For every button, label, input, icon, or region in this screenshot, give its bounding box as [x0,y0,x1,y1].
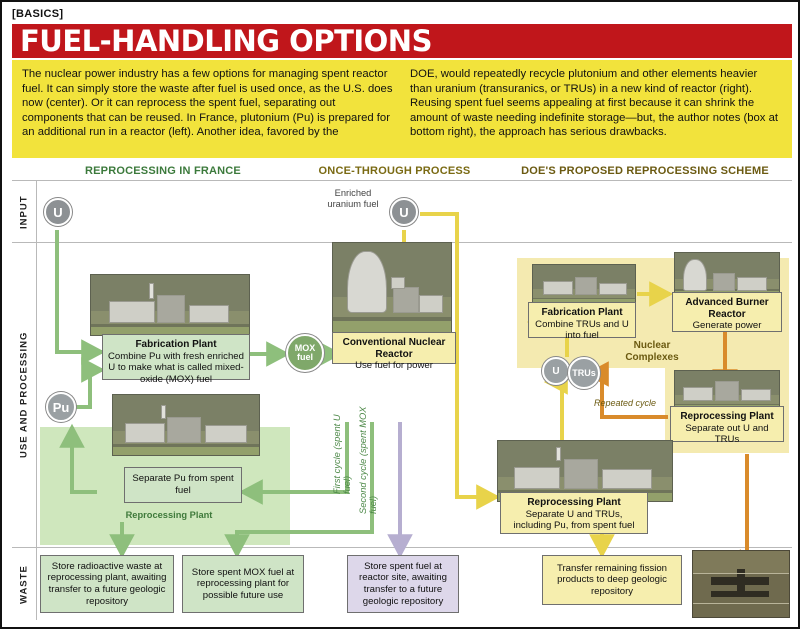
box-advanced-burner-reactor [672,292,782,332]
box-body: Separate out U and TRUs [685,422,769,446]
box-conventional-reactor [332,332,456,372]
box-body: Combine Pu with fresh enriched U to make what is called mixed-oxide (MOX) fuel [108,350,244,385]
box-title: Conventional Nuclear Reactor [342,337,446,360]
box-title: Advanced Burner Reactor [685,297,769,320]
box-body: Separate U and TRUs, including Pu, from spent fuel [513,508,635,532]
box-title: Reprocessing Plant [527,497,621,508]
plant-graphic-fabrication-france [90,274,250,336]
node-circle-mox-fuel [286,334,324,372]
divider-top [12,180,792,181]
box-waste-france-reprocessing [40,555,174,613]
box-separate-pu [124,467,242,503]
node-circle-trus: TRUs [568,357,600,389]
plant-graphic-conventional-reactor [332,242,452,334]
label-nuclear-complexes: Nuclear Complexes [625,340,679,363]
box-body: Store radioactive waste at reprocessing plant, awaiting transfer to a future geologic repository [47,560,167,607]
node-circle-uranium-doe: U [542,357,570,385]
page-title: FUEL-HANDLING OPTIONS [20,24,432,58]
column-header-once-through: ONCE-THROUGH PROCESS [318,165,471,177]
divider-use-waste [12,547,792,548]
mox-label: MOX fuel [294,343,316,362]
rail-divider [36,180,37,620]
box-reprocessing-plant-doe-bottom [500,492,648,534]
box-waste-once-through [347,555,459,613]
box-body: Use fuel for power [355,360,433,372]
box-waste-france-mox [182,555,304,613]
intro-paragraph-left: The nuclear power industry has a few options for managing spent reactor fuel. It can simply store the waste after fuel is used once, as the U.S. does now (center). Or it can reprocess the spent fuel, separating out components that can be reused. In France, plutonium (Pu) is prepared for an additional run in a reactor (left). Another idea, favored by the [22,68,393,139]
input-circle-uranium-france: U [44,198,72,226]
plant-graphic-reprocessing-france [112,394,260,456]
box-body: Transfer remaining fission products to deep geologic repository [556,562,667,597]
kicker-label: [BASICS] [12,8,64,20]
box-body: Combine TRUs and U into fuel [535,318,629,342]
box-reprocessing-plant-doe-top [670,406,784,446]
label-enriched-uranium-fuel: Enriched uranium fuel [327,188,379,209]
box-title: Fabrication Plant [135,339,217,350]
box-title: Fabrication Plant [541,307,623,318]
label-second-cycle: Second cycle (spent MOX fuel) [358,406,378,514]
node-circle-plutonium: Pu [46,392,76,422]
intro-block [12,60,792,158]
box-body: Store spent fuel at reactor site, awaiting transfer to a future geologic repository [359,560,447,607]
plant-graphic-fabrication-doe [532,264,636,306]
rail-input: INPUT [18,195,30,229]
box-body: Store spent MOX fuel at reprocessing plant for possible future use [191,566,295,601]
box-title: Reprocessing Plant [680,411,774,422]
box-fabrication-plant-doe [528,302,636,342]
rail-waste: WASTE [18,565,30,605]
column-header-doe: DOE'S PROPOSED REPROCESSING SCHEME [521,165,769,177]
label-repeated-cycle: Repeated cycle [594,398,657,408]
box-body: Separate Pu from spent fuel [132,473,234,496]
box-body: Generate power [692,320,762,332]
box-fabrication-plant-france [102,334,250,385]
graphic-geologic-repository [692,550,790,618]
label-reprocessing-plant-france: Reprocessing Plant [125,510,213,520]
rail-use-processing: USE AND PROCESSING [18,331,30,459]
box-waste-doe [542,555,682,605]
title-bar [12,24,792,58]
label-first-cycle: First cycle (spent U fuel) [332,414,352,494]
intro-paragraph-right: DOE, would repeatedly recycle plutonium and other elements heavier than uranium (transuranics, or TRUs) in a new kind of reactor (right). Reusing spent fuel seems appealing at first because it can shrink the amount of waste needing indefinite storage—but, the author notes (box at bottom right), the approach has serious drawbacks. [410,68,779,139]
input-circle-uranium-once: U [390,198,418,226]
column-header-france: REPROCESSING IN FRANCE [85,165,241,177]
